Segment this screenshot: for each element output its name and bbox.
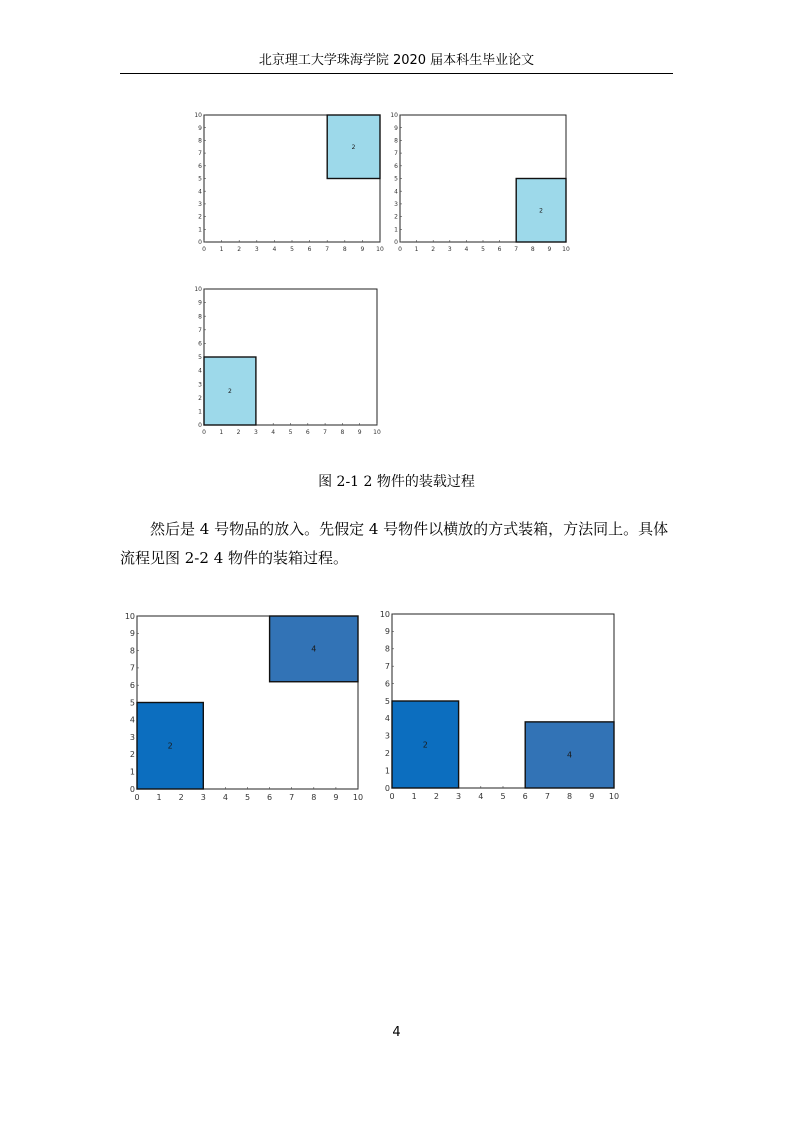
x-tick-label: 1 [219, 429, 224, 436]
x-tick-label: 5 [244, 793, 251, 802]
packing-plot-1 [194, 110, 388, 255]
y-tick-label: 6 [198, 340, 202, 348]
item-label-4: 4 [311, 644, 317, 654]
y-tick-label: 0 [129, 784, 135, 794]
page-header: 北京理工大学珠海学院 2020 届本科生毕业论文 [258, 53, 535, 68]
y-tick-label: 1 [198, 408, 202, 416]
y-tick-label: 1 [384, 766, 390, 776]
x-tick-label: 9 [333, 793, 339, 802]
y-tick-label: 4 [384, 714, 390, 724]
x-tick-label: 9 [357, 429, 362, 436]
y-tick-label: 10 [390, 112, 398, 120]
y-tick-label: 2 [198, 213, 202, 221]
x-tick-label: 2 [433, 792, 439, 801]
header-rule [120, 73, 673, 74]
x-tick-label: 3 [253, 429, 258, 436]
x-tick-label: 5 [290, 246, 294, 253]
x-tick-label: 3 [200, 793, 206, 802]
y-tick-label: 8 [129, 646, 135, 656]
x-tick-label: 0 [202, 429, 206, 436]
y-tick-label: 5 [129, 698, 135, 708]
y-tick-label: 9 [129, 629, 135, 639]
y-tick-label: 5 [198, 354, 202, 362]
x-tick-label: 9 [589, 792, 595, 801]
x-tick-label: 2 [178, 793, 184, 802]
y-tick-label: 2 [384, 749, 390, 758]
x-tick-label: 0 [202, 246, 206, 253]
x-tick-label: 6 [267, 793, 273, 802]
y-tick-label: 3 [129, 732, 135, 742]
packing-plot-4 [126, 608, 366, 804]
x-tick-label: 8 [311, 793, 317, 802]
y-tick-label: 7 [198, 326, 202, 334]
x-tick-label: 10 [562, 246, 570, 253]
x-tick-label: 3 [447, 246, 452, 253]
x-tick-label: 2 [431, 246, 436, 253]
y-tick-label: 2 [129, 750, 135, 760]
x-tick-label: 6 [497, 246, 502, 253]
y-tick-label: 5 [198, 175, 202, 183]
y-tick-label: 0 [384, 783, 390, 793]
x-tick-label: 10 [376, 246, 384, 253]
y-tick-label: 3 [198, 201, 202, 208]
y-tick-label: 2 [394, 213, 398, 221]
x-tick-label: 10 [352, 793, 364, 802]
x-tick-label: 6 [307, 246, 312, 253]
x-tick-label: 4 [478, 792, 484, 801]
y-tick-label: 6 [384, 679, 390, 689]
y-tick-label: 8 [198, 313, 202, 321]
y-tick-label: 10 [379, 609, 390, 619]
y-tick-label: 4 [198, 188, 202, 196]
x-tick-label: 8 [530, 246, 535, 253]
y-tick-label: 3 [384, 731, 390, 741]
x-tick-label: 0 [389, 792, 395, 801]
x-tick-label: 5 [500, 792, 506, 801]
x-tick-label: 10 [608, 792, 620, 801]
x-tick-label: 4 [271, 429, 276, 436]
y-tick-label: 1 [394, 226, 398, 234]
x-tick-label: 0 [134, 793, 140, 802]
x-tick-label: 8 [567, 792, 573, 801]
y-tick-label: 10 [124, 611, 135, 621]
packing-plot-3 [196, 284, 388, 440]
y-tick-label: 8 [198, 137, 202, 145]
y-tick-label: 6 [129, 681, 135, 690]
y-tick-label: 10 [194, 112, 202, 120]
item-label-2: 2 [228, 388, 232, 396]
x-tick-label: 2 [237, 246, 242, 253]
y-tick-label: 1 [198, 226, 202, 234]
packing-plot-5 [381, 605, 621, 804]
x-tick-label: 5 [481, 246, 485, 253]
x-tick-label: 1 [156, 793, 162, 802]
item-label-2: 2 [167, 741, 173, 751]
y-tick-label: 0 [198, 422, 202, 430]
x-tick-label: 2 [236, 429, 241, 436]
item-label-2: 2 [351, 143, 356, 151]
x-tick-label: 10 [373, 429, 381, 436]
packing-plot-2 [392, 110, 572, 255]
y-tick-label: 8 [394, 137, 398, 145]
x-tick-label: 4 [222, 793, 228, 802]
figure-caption: 图 2-1 2 物件的装载过程 [318, 474, 475, 490]
y-tick-label: 7 [384, 662, 390, 671]
y-tick-label: 7 [129, 663, 135, 673]
x-tick-label: 1 [411, 792, 417, 801]
item-label-2: 2 [539, 207, 544, 215]
x-tick-label: 3 [456, 792, 462, 801]
y-tick-label: 8 [384, 644, 390, 654]
y-tick-label: 5 [394, 175, 398, 183]
y-tick-label: 7 [394, 150, 398, 158]
x-tick-label: 6 [522, 792, 528, 801]
x-tick-label: 7 [323, 429, 328, 436]
y-tick-label: 1 [129, 767, 135, 777]
item-label-4: 4 [567, 750, 573, 760]
y-tick-label: 6 [198, 162, 202, 170]
item-label-2: 2 [422, 740, 428, 750]
y-tick-label: 4 [198, 367, 202, 375]
y-tick-label: 3 [198, 381, 202, 389]
y-tick-label: 9 [394, 124, 398, 132]
x-tick-label: 5 [288, 429, 293, 436]
x-tick-label: 7 [289, 793, 295, 802]
x-tick-label: 9 [547, 246, 552, 253]
x-tick-label: 7 [325, 246, 330, 253]
body-paragraph: 然后是 4 号物品的放入。先假定 4 号物件以横放的方式装箱，方法同上。具体流程见图 2-2 4 物件的装箱过程。 [120, 520, 669, 567]
y-tick-label: 0 [394, 239, 398, 247]
y-tick-label: 6 [394, 162, 398, 170]
x-tick-label: 7 [544, 792, 550, 801]
x-tick-label: 4 [464, 246, 469, 253]
y-tick-label: 9 [384, 627, 390, 637]
x-tick-label: 1 [219, 246, 224, 253]
y-tick-label: 3 [394, 201, 398, 208]
x-tick-label: 3 [254, 246, 259, 253]
y-tick-label: 0 [198, 239, 202, 247]
y-tick-label: 10 [194, 286, 202, 294]
x-tick-label: 7 [514, 246, 519, 253]
y-tick-label: 7 [198, 150, 202, 158]
x-tick-label: 8 [342, 246, 347, 253]
y-tick-label: 2 [198, 394, 202, 402]
x-tick-label: 0 [398, 246, 402, 253]
page-number: 4 [392, 1025, 401, 1040]
x-tick-label: 6 [305, 429, 310, 436]
x-tick-label: 4 [272, 246, 277, 253]
x-tick-label: 8 [340, 429, 345, 436]
y-tick-label: 9 [198, 124, 202, 132]
y-tick-label: 4 [394, 188, 398, 196]
y-tick-label: 4 [129, 715, 135, 725]
x-tick-label: 9 [360, 246, 365, 253]
x-tick-label: 1 [414, 246, 419, 253]
y-tick-label: 5 [384, 696, 390, 706]
y-tick-label: 9 [198, 299, 202, 307]
